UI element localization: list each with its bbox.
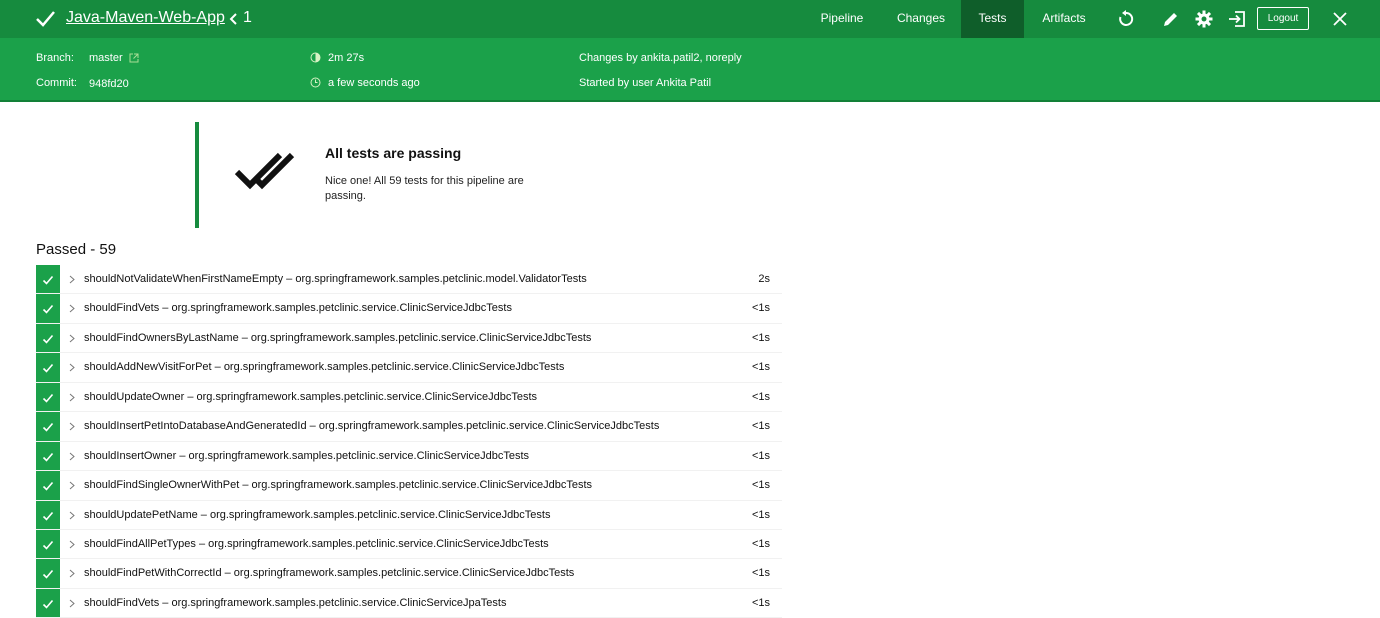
test-duration: <1s — [751, 449, 770, 462]
summary-accent-bar — [195, 122, 199, 228]
check-icon — [42, 303, 54, 315]
test-name: shouldInsertPetIntoDatabaseAndGeneratedId – org.springframework.samples.petclinic.service.ClinicServiceJdbcTests — [84, 420, 660, 433]
chevron-right-icon[interactable] — [69, 569, 75, 578]
test-duration: 2s — [758, 273, 770, 285]
chevron-right-icon[interactable] — [69, 363, 75, 372]
tab-artifacts[interactable]: Artifacts — [1042, 11, 1086, 25]
commit-hash: 948fd20 — [89, 78, 129, 90]
changes-by: Changes by ankita.patil2, noreply — [579, 52, 742, 64]
rerun-icon[interactable] — [1117, 10, 1135, 28]
chevron-right-icon[interactable] — [69, 540, 75, 549]
branch-label: Branch: — [36, 52, 74, 64]
test-duration: <1s — [751, 596, 770, 609]
chevron-right-icon[interactable] — [69, 275, 75, 284]
test-name: shouldFindVets – org.springframework.samples.petclinic.service.ClinicServiceJpaTests — [84, 596, 507, 609]
commit-label: Commit: — [36, 77, 77, 89]
started-by: Started by user Ankita Patil — [579, 77, 712, 89]
branch-link[interactable]: master — [89, 52, 123, 64]
status-success-icon — [34, 8, 56, 30]
chevron-right-icon[interactable] — [69, 422, 75, 431]
test-row[interactable] — [36, 442, 782, 471]
summary-title: All tests are passing — [325, 145, 462, 161]
tab-changes[interactable]: Changes — [896, 11, 946, 25]
passed-heading: Passed - 59 — [36, 241, 117, 258]
test-row[interactable] — [36, 412, 782, 441]
check-icon — [42, 274, 54, 286]
double-check-icon — [234, 150, 304, 192]
gear-icon[interactable] — [1195, 10, 1213, 28]
test-row[interactable] — [36, 530, 782, 559]
chevron-right-icon[interactable] — [69, 304, 75, 313]
test-duration: <1s — [751, 567, 770, 580]
test-duration: <1s — [751, 302, 770, 315]
check-icon — [42, 333, 54, 345]
test-duration: <1s — [751, 390, 770, 403]
chevron-right-icon[interactable] — [69, 393, 75, 402]
test-name: shouldFindOwnersByLastName – org.springframework.samples.petclinic.service.ClinicServiceJdbcTests — [84, 331, 592, 344]
time-ago: a few seconds ago — [328, 77, 420, 89]
exit-classic-icon[interactable] — [1228, 10, 1246, 28]
test-row[interactable] — [36, 324, 782, 353]
test-name: shouldFindAllPetTypes – org.springframework.samples.petclinic.service.ClinicServiceJdbcTests — [84, 537, 549, 550]
check-icon — [42, 539, 54, 551]
test-name: shouldFindPetWithCorrectId – org.springframework.samples.petclinic.service.ClinicServiceJdbcTests — [84, 567, 575, 580]
chevron-right-icon[interactable] — [69, 334, 75, 343]
summary-message: Nice one! All 59 tests for this pipeline are passing. — [325, 175, 524, 202]
edit-pencil-icon[interactable] — [1162, 10, 1180, 28]
test-name: shouldFindSingleOwnerWithPet – org.springframework.samples.petclinic.service.ClinicServiceJdbcTests — [84, 479, 593, 492]
external-link-icon[interactable] — [129, 53, 139, 63]
test-name: shouldNotValidateWhenFirstNameEmpty – org.springframework.samples.petclinic.model.ValidatorTests — [84, 273, 587, 285]
chevron-right-icon[interactable] — [69, 452, 75, 461]
tab-pipeline[interactable]: Pipeline — [820, 11, 864, 25]
test-name: shouldFindVets – org.springframework.samples.petclinic.service.ClinicServiceJdbcTests — [84, 302, 512, 315]
duration-icon — [310, 52, 321, 63]
test-name: shouldUpdateOwner – org.springframework.samples.petclinic.service.ClinicServiceJdbcTests — [84, 390, 538, 403]
check-icon — [42, 510, 54, 522]
test-duration: <1s — [751, 508, 770, 521]
test-row[interactable] — [36, 471, 782, 500]
logout-button[interactable]: Logout — [1257, 7, 1309, 30]
check-icon — [42, 451, 54, 463]
check-icon — [42, 480, 54, 492]
check-icon — [42, 362, 54, 374]
run-number: 1 — [243, 9, 252, 26]
top-bar — [0, 0, 1380, 38]
run-info-bar — [0, 38, 1380, 102]
clock-icon — [310, 77, 321, 88]
test-duration: <1s — [751, 537, 770, 550]
test-name: shouldUpdatePetName – org.springframework.samples.petclinic.service.ClinicServiceJdbcTests — [84, 508, 551, 521]
test-row[interactable] — [36, 501, 782, 530]
check-icon — [42, 598, 54, 610]
test-row[interactable] — [36, 383, 782, 412]
test-duration: <1s — [751, 479, 770, 492]
test-duration: <1s — [751, 361, 770, 374]
test-row[interactable] — [36, 294, 782, 323]
test-name: shouldInsertOwner – org.springframework.samples.petclinic.service.ClinicServiceJdbcTests — [84, 449, 530, 462]
test-name: shouldAddNewVisitForPet – org.springframework.samples.petclinic.service.ClinicServiceJdbcTests — [84, 361, 565, 374]
test-results-list — [36, 265, 782, 618]
test-row[interactable] — [36, 353, 782, 382]
close-icon[interactable] — [1331, 10, 1349, 28]
chevron-right-icon[interactable] — [69, 511, 75, 520]
chevron-left-icon[interactable] — [228, 12, 238, 26]
check-icon — [42, 421, 54, 433]
pipeline-title-link[interactable]: Java-Maven-Web-App — [66, 9, 225, 26]
test-row[interactable] — [36, 265, 782, 294]
test-duration: <1s — [751, 331, 770, 344]
duration-value: 2m 27s — [328, 52, 365, 64]
test-duration: <1s — [751, 420, 770, 433]
chevron-right-icon[interactable] — [69, 599, 75, 608]
check-icon — [42, 392, 54, 404]
test-row[interactable] — [36, 589, 782, 618]
test-row[interactable] — [36, 559, 782, 588]
chevron-right-icon[interactable] — [69, 481, 75, 490]
check-icon — [42, 568, 54, 580]
tab-tests[interactable]: Tests — [961, 0, 1024, 38]
